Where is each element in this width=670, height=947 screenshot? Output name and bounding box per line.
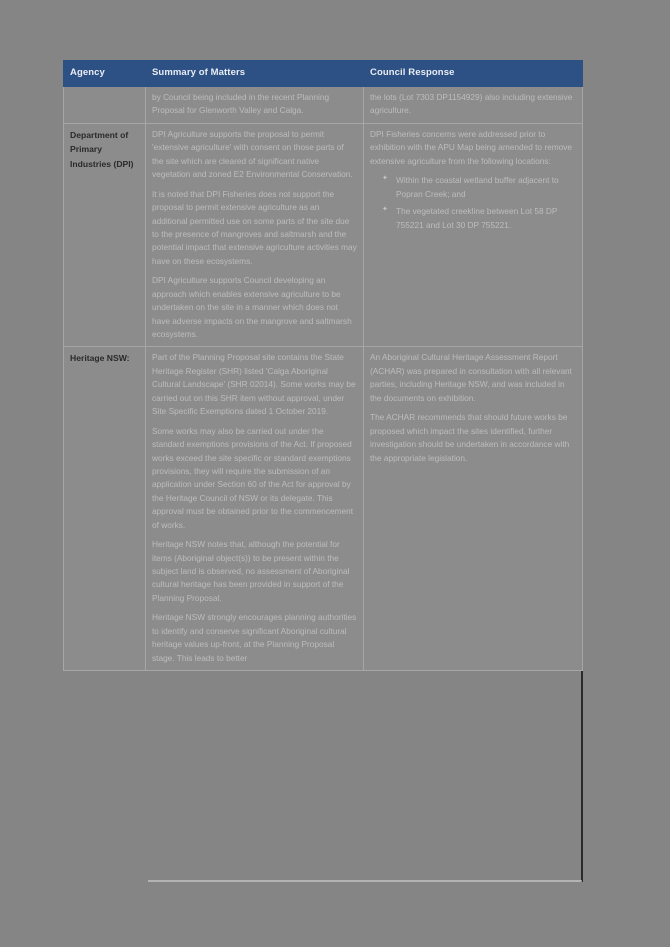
table-header — [64, 61, 583, 87]
column-header-summary-of-matters: Summary of Matters — [146, 61, 364, 87]
page-bottom-shadow — [148, 880, 582, 882]
table-row — [64, 87, 583, 124]
cell-agency: Heritage NSW: — [64, 347, 146, 671]
cell-paragraph: Part of the Planning Proposal site contains the State Heritage Register (SHR) listed 'Calga Aboriginal Cultural Landscape' (SHR 02014). Some works may be carried out on this SHR item without approval, under Site Specific Exemptions dated 1 October 2019. — [152, 352, 356, 417]
cell-paragraph: the lots (Lot 7303 DP1154929) also including extensive agriculture. — [370, 92, 573, 116]
cell-paragraph: Heritage NSW notes that, although the potential for items (Aboriginal object(s)) to be present within the subject land is observed, no assessment of Aboriginal cultural heritage has been provided in support of the Planning Proposal. — [152, 539, 350, 603]
cell-council-response — [364, 347, 583, 671]
table-header-row — [64, 61, 583, 87]
column-header-agency: Agency — [64, 61, 146, 87]
table-row — [64, 347, 583, 671]
cell-summary-of-matters — [146, 123, 364, 347]
cell-agency: Department of Primary Industries (DPI) — [64, 123, 146, 347]
cell-council-response — [364, 123, 583, 347]
cell-summary-of-matters — [146, 87, 364, 124]
cell-paragraph: by Council being included in the recent Planning Proposal for Glenworth Valley and Calga. — [152, 92, 330, 116]
cell-paragraph: DPI Fisheries concerns were addressed prior to exhibition with the APU Map being amended to remove extensive agriculture from the following locations: — [370, 128, 573, 166]
cell-paragraph: DPI Agriculture supports Council developing an approach which enables extensive agriculture to be undertaken on the site in a manner which does not have adverse impacts on the mangrove and saltmarsh ecosystems. — [152, 275, 352, 339]
cell-paragraph: The ACHAR recommends that should future works be proposed which impact the sites identified, further investigation should be undertaken in accordance with the appropriate legislation. — [370, 412, 570, 463]
cell-agency — [64, 87, 146, 124]
cell-bullet-list — [370, 174, 576, 232]
agency-submissions-table-container — [63, 60, 582, 671]
column-header-council-response: Council Response — [364, 61, 583, 87]
cell-paragraph: It is noted that DPI Fisheries does not support the proposal to permit extensive agriculture as an additional permitted use on some parts of the site due to the presence of mangroves and saltmarsh and the potential impact that extensive agriculture activities may have on these ecosystems. — [152, 188, 357, 266]
table-row — [64, 123, 583, 347]
cell-council-response — [364, 87, 583, 124]
table-body — [64, 87, 583, 671]
cell-paragraph: An Aboriginal Cultural Heritage Assessment Report (ACHAR) was prepared in consultation with all relevant parties, including Heritage NSW, and was included in the documents on exhibition. — [370, 352, 572, 403]
cell-bullet-item: ✦ Within the coastal wetland buffer adjacent to Popran Creek; and — [382, 174, 576, 201]
cell-paragraph: DPI Agriculture supports the proposal to permit 'extensive agriculture' with consent on those parts of the site which are cleared of significant native vegetation and zoned E2 Environmental Conservation. — [152, 128, 353, 180]
agency-submissions-table — [63, 60, 583, 671]
cell-summary-of-matters — [146, 347, 364, 671]
cell-bullet-item: ✦ The vegetated creekline between Lot 58 DP 755221 and Lot 30 DP 755221. — [382, 205, 576, 232]
cell-paragraph: Heritage NSW strongly encourages planning authorities to identify and conserve significant Aboriginal cultural heritage values up-front, at the Planning Proposal stage. This leads to better — [152, 612, 357, 663]
cell-paragraph: Some works may also be carried out under the standard exemptions provisions of the Act. If proposed works exceed the site specific or standard exemptions provisions, they will require the submission of an application under Section 60 of the Act for approval by the Heritage Council of NSW or its delegate. This approval must be obtained prior to the commencement of works. — [152, 425, 354, 530]
